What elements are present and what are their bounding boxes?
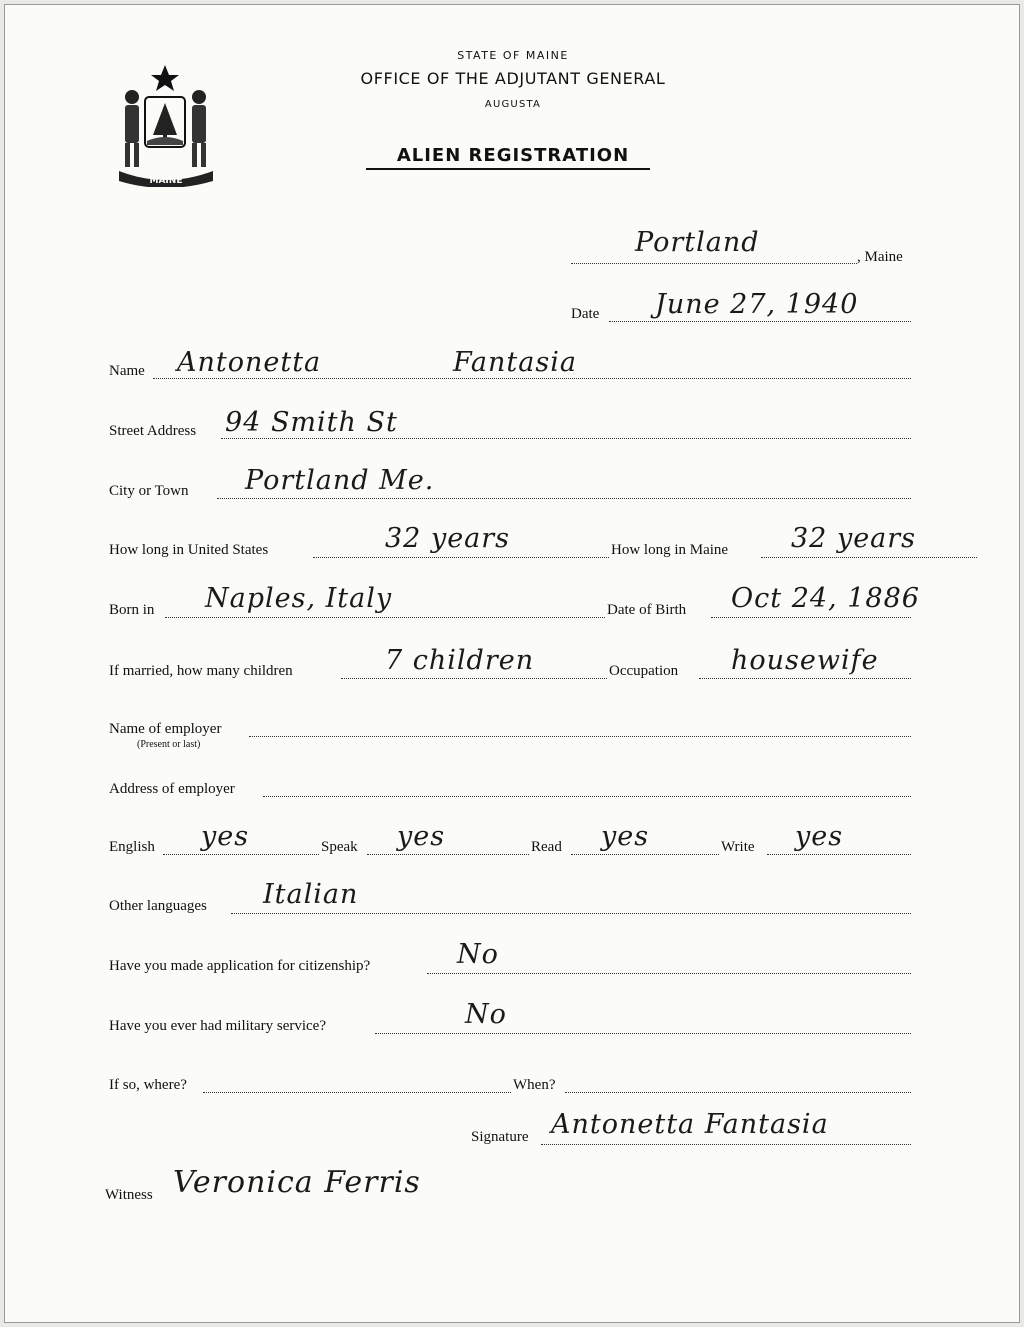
witness-label: Witness: [105, 1187, 153, 1203]
name-line[interactable]: [153, 378, 911, 379]
date-label: Date: [571, 306, 600, 322]
city-line[interactable]: [217, 498, 911, 499]
how-long-us-line[interactable]: [313, 557, 609, 558]
other-languages-label: Other languages: [109, 898, 207, 914]
header-state: STATE OF MAINE: [457, 49, 569, 62]
form-title: ALIEN REGISTRATION: [396, 145, 630, 166]
how-long-us-value: 32 years: [385, 523, 511, 554]
employer-name-note: (Present or last): [137, 739, 201, 750]
english-value: yes: [201, 821, 250, 852]
read-line[interactable]: [571, 854, 719, 855]
header-city: AUGUSTA: [484, 99, 542, 110]
other-languages-line[interactable]: [231, 913, 911, 914]
last-name-value: Fantasia: [453, 347, 577, 378]
employer-address-label: Address of employer: [109, 781, 235, 797]
military-line[interactable]: [375, 1033, 911, 1034]
occupation-value: housewife: [731, 645, 879, 676]
city-label: City or Town: [109, 483, 189, 499]
title-underline: [366, 168, 650, 170]
date-of-birth-value: Oct 24, 1886: [731, 583, 920, 614]
if-so-where-label: If so, where?: [109, 1077, 187, 1093]
children-label: If married, how many children: [109, 663, 293, 679]
born-in-value: Naples, Italy: [205, 583, 393, 614]
if-so-where-line[interactable]: [203, 1092, 511, 1093]
occupation-line[interactable]: [699, 678, 911, 679]
write-line[interactable]: [767, 854, 911, 855]
write-label: Write: [721, 839, 755, 855]
write-value: yes: [795, 821, 844, 852]
speak-label: Speak: [321, 839, 358, 855]
speak-value: yes: [397, 821, 446, 852]
date-of-birth-label: Date of Birth: [607, 602, 687, 618]
military-value: No: [465, 999, 507, 1030]
english-label: English: [109, 839, 155, 855]
street-address-label: Street Address: [109, 423, 197, 439]
speak-line[interactable]: [367, 854, 529, 855]
employer-name-label: Name of employer: [109, 721, 222, 737]
military-label: Have you ever had military service?: [109, 1018, 326, 1034]
signature-line[interactable]: [541, 1144, 911, 1145]
employer-name-line[interactable]: [249, 736, 911, 737]
first-name-value: Antonetta: [177, 347, 322, 378]
read-value: yes: [601, 821, 650, 852]
how-long-us-label: How long in United States: [109, 542, 269, 558]
date-of-birth-line[interactable]: [711, 617, 911, 618]
citizenship-line[interactable]: [427, 973, 911, 974]
children-value: 7 children: [385, 645, 535, 676]
other-languages-value: Italian: [263, 879, 359, 910]
how-long-maine-label: How long in Maine: [611, 542, 729, 558]
signature-label: Signature: [471, 1129, 529, 1145]
name-label: Name: [109, 363, 145, 379]
registration-form: [4, 4, 1020, 1323]
date-value: June 27, 1940: [655, 289, 859, 320]
born-in-label: Born in: [109, 602, 155, 618]
street-address-line[interactable]: [221, 438, 911, 439]
street-address-value: 94 Smith St: [225, 407, 398, 438]
children-line[interactable]: [341, 678, 607, 679]
place-line[interactable]: [571, 263, 857, 264]
witness-value: Veronica Ferris: [173, 1165, 421, 1200]
citizenship-label: Have you made application for citizenship?: [109, 958, 371, 974]
signature-value: Antonetta Fantasia: [551, 1109, 829, 1140]
city-value: Portland Me.: [245, 465, 435, 496]
how-long-maine-value: 32 years: [791, 523, 917, 554]
place-value: Portland: [635, 227, 760, 258]
maine-label: , Maine: [857, 249, 903, 265]
svg-text:MAINE: MAINE: [149, 176, 183, 186]
when-line[interactable]: [565, 1092, 911, 1093]
english-line[interactable]: [163, 854, 319, 855]
citizenship-value: No: [457, 939, 499, 970]
employer-address-line[interactable]: [263, 796, 911, 797]
header-office: OFFICE OF THE ADJUTANT GENERAL: [360, 69, 666, 88]
date-line[interactable]: [609, 321, 911, 322]
born-in-line[interactable]: [165, 617, 605, 618]
occupation-label: Occupation: [609, 663, 679, 679]
when-label: When?: [513, 1077, 556, 1093]
read-label: Read: [531, 839, 562, 855]
how-long-maine-line[interactable]: [761, 557, 977, 558]
